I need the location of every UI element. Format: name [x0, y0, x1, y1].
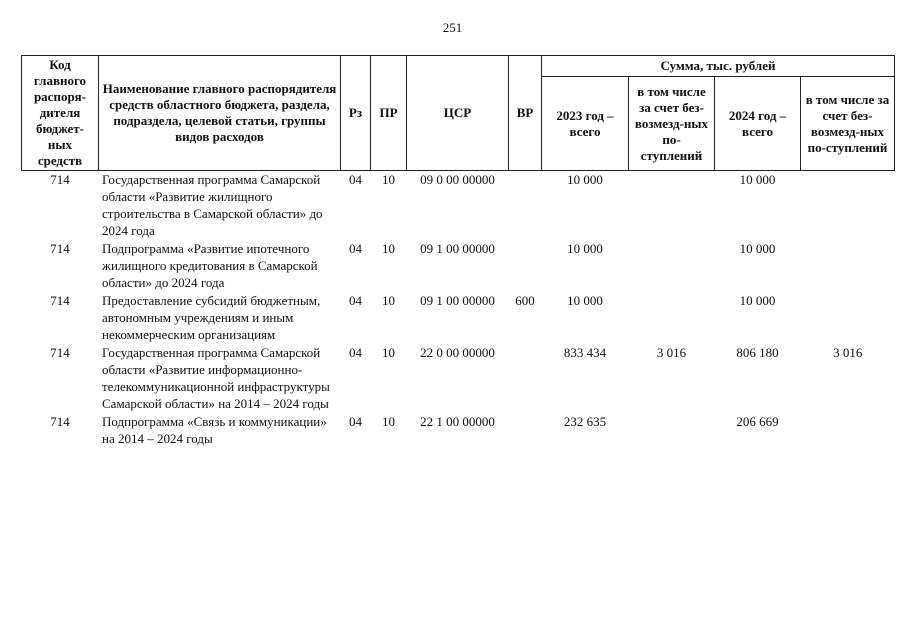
- cell-2024-free: 3 016: [833, 345, 863, 360]
- header-2023-total: 2023 год – всего: [542, 77, 629, 171]
- cell-2023-total: 10 000: [567, 241, 603, 256]
- cell-name: Государственная программа Самарской области «Развитие жилищного строительства в Самарской области» до 2024 года: [102, 172, 323, 238]
- cell-vr: [509, 171, 542, 241]
- cell-code: 714: [50, 241, 70, 256]
- cell-pr: 10: [382, 293, 395, 308]
- cell-2024-total: 10 000: [739, 172, 776, 187]
- table-row: [22, 344, 895, 413]
- header-2023-free: в том числе за счет без-возмезд-ных по-ступлений: [629, 77, 715, 171]
- table-row: [22, 240, 895, 292]
- header-rz: Рз: [341, 56, 371, 171]
- cell-code: 714: [50, 293, 70, 308]
- cell-code: 714: [50, 414, 70, 429]
- cell-2023-free: 3 016: [656, 345, 687, 360]
- cell-pr: 10: [382, 241, 395, 256]
- cell-name: Государственная программа Самарской области «Развитие информационно-телекоммуникационной инфраструктуры Самарской области» на 2014 – 2024 годы: [102, 345, 330, 411]
- cell-2023-total: 232 635: [563, 414, 607, 429]
- cell-vr: [509, 344, 542, 413]
- cell-2024-free: [801, 240, 895, 292]
- cell-vr: 600: [515, 293, 535, 308]
- cell-2023-free: [629, 413, 715, 448]
- cell-2023-total: 10 000: [567, 172, 603, 187]
- table-row: [22, 413, 895, 448]
- cell-csr: 09 1 00 00000: [420, 241, 495, 256]
- cell-vr: [509, 413, 542, 448]
- cell-2023-free: [629, 240, 715, 292]
- cell-pr: 10: [382, 414, 395, 429]
- cell-vr: [509, 240, 542, 292]
- cell-2023-total: 833 434: [563, 345, 607, 360]
- cell-2024-total: 206 669: [736, 414, 779, 429]
- cell-rz: 04: [349, 345, 362, 360]
- table-row: [22, 292, 895, 344]
- cell-rz: 04: [349, 293, 362, 308]
- cell-code: 714: [50, 345, 70, 360]
- header-code: Код главного распоря-дителя бюджет-ных средств: [22, 56, 99, 171]
- cell-name: Предоставление субсидий бюджетным, автономным учреждениям и иным некоммерческим организациям: [102, 293, 321, 342]
- cell-2024-total: 10 000: [739, 293, 776, 308]
- page-number: 251: [442, 20, 463, 35]
- cell-2024-free: [801, 413, 895, 448]
- cell-csr: 22 0 00 00000: [420, 345, 495, 360]
- budget-table: [21, 55, 895, 448]
- cell-csr: 09 1 00 00000: [420, 293, 495, 308]
- cell-2023-free: [629, 292, 715, 344]
- cell-2023-total: 10 000: [567, 293, 603, 308]
- header-vr: ВР: [509, 56, 542, 171]
- cell-code: 714: [50, 172, 70, 187]
- table-row: [22, 171, 895, 241]
- header-2024-total: 2024 год – всего: [715, 77, 801, 171]
- cell-2024-total: 806 180: [736, 345, 779, 360]
- cell-2024-free: [801, 292, 895, 344]
- cell-2023-free: [629, 171, 715, 241]
- cell-2024-free: [801, 171, 895, 241]
- cell-pr: 10: [382, 345, 395, 360]
- header-csr: ЦСР: [407, 56, 509, 171]
- header-row-1: [22, 56, 895, 77]
- cell-rz: 04: [349, 414, 362, 429]
- cell-2024-total: 10 000: [739, 241, 776, 256]
- header-2024-free: в том числе за счет без-возмезд-ных по-ступлений: [801, 77, 895, 171]
- cell-rz: 04: [349, 241, 362, 256]
- cell-csr: 22 1 00 00000: [420, 414, 495, 429]
- cell-pr: 10: [382, 172, 395, 187]
- header-pr: ПР: [371, 56, 407, 171]
- cell-name: Подпрограмма «Связь и коммуникации» на 2014 – 2024 годы: [102, 414, 327, 446]
- cell-name: Подпрограмма «Развитие ипотечного жилищного кредитования в Самарской области» до 2024 года: [102, 241, 318, 290]
- cell-rz: 04: [349, 172, 362, 187]
- header-name: Наименование главного распорядителя средств областного бюджета, раздела, подраздела, целевой статьи, группы видов расходов: [99, 56, 341, 171]
- header-sum-group: Сумма, тыс. рублей: [542, 56, 895, 77]
- cell-csr: 09 0 00 00000: [420, 172, 495, 187]
